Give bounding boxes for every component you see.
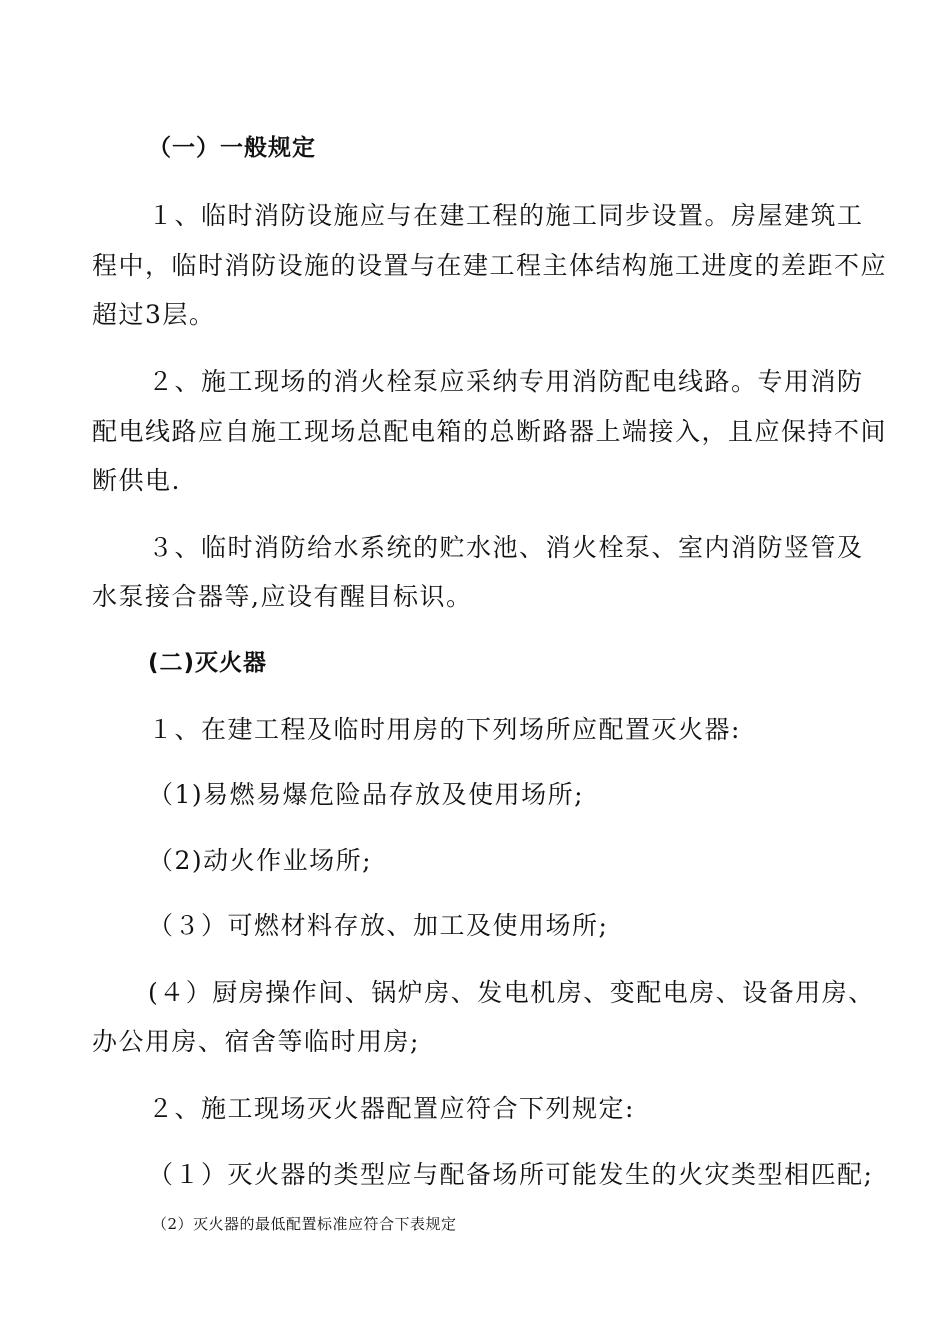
section1-para1-line2: 程中，临时消防设施的设置与在建工程主体结构施工进度的差距不应 [92,251,888,280]
section2-item4-line1: (４）厨房操作间、锅炉房、发电机房、变配电房、设备用房、 [148,978,875,1007]
section1-para2-line3: 断供电. [92,466,181,495]
section2-rule1: （１）灭火器的类型应与配备场所可能发生的火灾类型相匹配; [148,1160,874,1189]
section2-item4-line2: 办公用房、宿舍等临时用房; [92,1027,420,1056]
section1-para1-line3: 超过3层。 [92,300,216,329]
section1-para1-line1: １、临时消防设施应与在建工程的施工同步设置。房屋建筑工 [148,201,864,230]
section1-para2-line2: 配电线路应自施工现场总配电箱的总断路器上端接入，且应保持不间 [92,417,888,446]
section1-heading: （一）一般规定 [148,135,316,161]
section2-rule2: （2）灭火器的最低配置标准应符合下表规定 [152,1215,457,1233]
section1-para3-line1: ３、临时消防给水系统的贮水池、消火栓泵、室内消防竖管及 [148,533,864,562]
section2-para1: １、在建工程及临时用房的下列场所应配置灭火器: [148,715,741,744]
section1-para3-line2: 水泵接合器等,应设有醒目标识。 [92,582,473,611]
section2-para2: ２、施工现场灭火器配置应符合下列规定: [148,1094,635,1123]
section1-para2-line1: ２、施工现场的消火栓泵应采纳专用消防配电线路。专用消防 [148,367,864,396]
section2-item2: （2)动火作业场所; [148,846,373,875]
section2-item1: （1)易燃易爆危险品存放及使用场所; [148,780,585,809]
section2-heading: (二)灭火器 [148,650,268,676]
section2-item3: （３）可燃材料存放、加工及使用场所; [148,911,609,940]
